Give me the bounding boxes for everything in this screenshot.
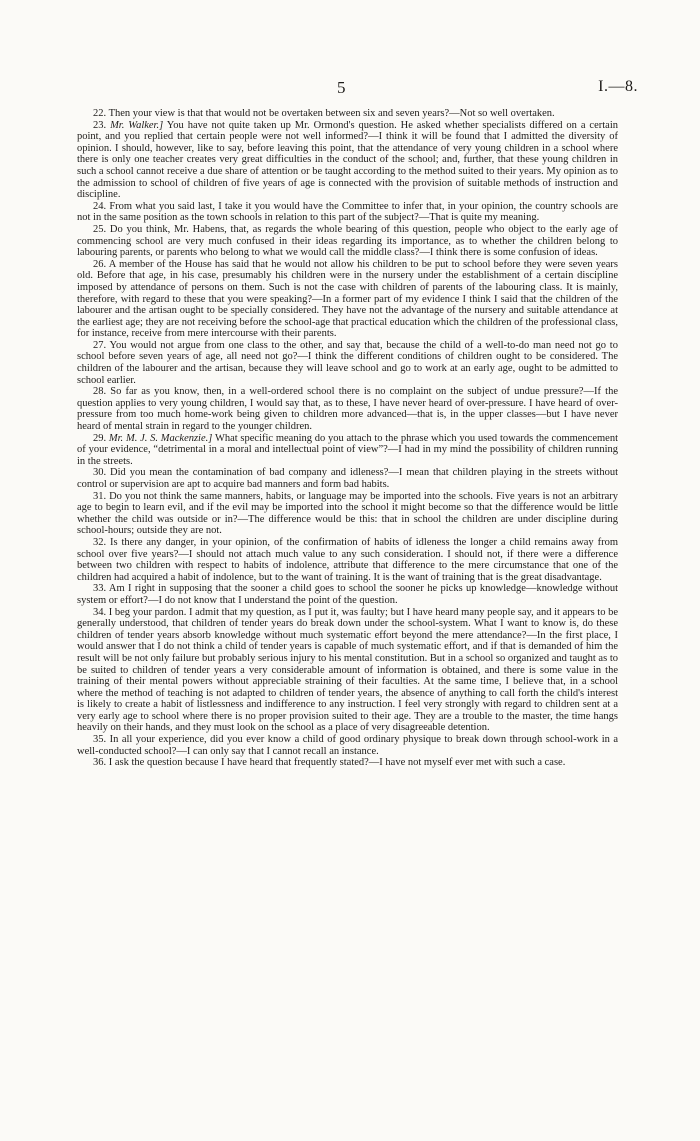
question-text: You would not argue from one class to the other, and say that, because the child of a well-to-do man need not go to school before seven years of age, all need not go?—I think the different conditions of children ought to be considered. The children of the labourer and the artisan, because they will leave school and go to work at an early age, ought to be admitted to school earlier. (77, 339, 618, 386)
question-number: 27. (93, 339, 107, 351)
question-text: You have not quite taken up Mr. Ormond's question. He asked whether specialists differed on a certain point, and you replied that certain people were not well informed?—I think it will be found that I admitted the diversity of opinion. I should, however, like to say, before leaving this point, that the attendance of very young children in a school where there is only one teacher creates very great difficulties in the conduct of the school; and, further, that these young children in such a school cannot receive a due share of attention or be taught according to the method suited to their years. My opinion as to the admission to school of children of five years of age is connected with the provision of suitable methods of instruction and discipline. (77, 119, 618, 201)
question-paragraph (77, 537, 618, 583)
question-number: 30. (93, 467, 107, 479)
question-number: 22. (93, 108, 107, 119)
page-number: 5 (337, 78, 346, 97)
question-paragraph (77, 386, 618, 432)
question-number: 26. (93, 258, 107, 270)
question-paragraph (77, 108, 618, 120)
question-paragraph (77, 734, 618, 757)
question-paragraph (77, 224, 618, 259)
question-number: 35. (93, 734, 107, 746)
question-paragraph (77, 433, 618, 468)
question-text: I ask the question because I have heard that frequently stated?—I have not myself ever met with such a case. (108, 757, 566, 769)
question-number: 23. (93, 119, 107, 131)
question-text: So far as you know, then, in a well-ordered school there is no complaint on the subject of undue pressure?—If the question applies to very young children, I would say that, as to these, I have never heard of over-pressure. I have heard of over-pressure from too much home-work being given to children more advanced—that is, in the upper classes—but I have never heard of mental strain in regard to the younger children. (77, 386, 618, 433)
question-paragraph (77, 340, 618, 386)
question-text: From what you said last, I take it you would have the Committee to infer that, in your opinion, the country schools are not in the same position as the town schools in relation to this part of the subject?—That is quite my meaning. (77, 200, 619, 224)
question-text: A member of the House has said that he would not allow his children to be put to school before they were seven years old. Before that age, in his case, presumably his children were in the nursery under the establishment of a certain discipline imposed by attendance of persons on them. Such is not the case with children of parents of the labouring class. It is mainly, therefore, with regard to these that you were speaking?—In a former part of my evidence I think I said that the children of the labourer and the artisan ought to be specially considered. They have not the advantage of the nursery and suitable attendance at the earliest age; they are not receiving before the school-age that practical education which the children of the professional class, for instance, receive from mere intercourse with their parents. (77, 258, 618, 340)
question-text: In all your experience, did you ever know a child of good ordinary physique to break down through school-work in a well-conducted school?—I can only say that I cannot recall an instance. (77, 734, 618, 757)
question-paragraph (77, 467, 618, 490)
question-text: Is there any danger, in your opinion, of the confirmation of habits of idleness the longer a child remains away from school over five years?—I should not attach much value to any such consideration. I should not, if there were a difference between two children with respect to habits of indolence, attribute that difference to the mere circumstance that one of the children had acquired a habit of indolence, but to the want of training. It is the want of training that is the great disadvantage. (77, 536, 618, 583)
question-text: Am I right in supposing that the sooner a child goes to school the sooner he picks up knowledge—knowledge without system or effort?—I do not know that I understand the point of the question. (77, 583, 618, 606)
speaker-name: Mr. M. J. S. Mackenzie.] (108, 432, 213, 444)
question-text: I beg your pardon. I admit that my question, as I put it, was faulty; but I have heard many people say, and it appears to be generally understood, that children of tender years do break down under the school-system. What I want to know is, do these children of tender years absorb knowledge without much systematic effort beyond the mere attendance?—In the first place, I would answer that I do not think a child of tender years is capable of much systematic effort, and if that is demanded of him the result will be not only failure but probably serious injury to his mental constitution. But in a school so organized and taught as to be suited to children of tender years a very considerable amount of information is obtained, and there is some value in the training of their mental powers without appreciable straining of their faculties. At the same time, I believe that, in a school where the method of teaching is not adapted to children of tender years, the absence of anything to call forth the child's interest is likely to create a habit of listlessness and indifference to any instruction. I feel very strongly with regard to children sent at a very early age to school where there is no proper provision suited to their age. They are a trouble to the master, the time hangs heavily on their hands, and they must look on the school as a place of very disagreeable detention. (77, 606, 619, 734)
question-number: 33. (93, 583, 107, 595)
question-text: Do you not think the same manners, habits, or language may be imported into the schools. Five years is not an arbitrary age to begin to learn evil, and if the evil may be imported into the school it might become so that the difference would be little whether the child was outside or in?—The difference would be this: that in school the children are under discipline during school-hours; outside they are not. (77, 490, 619, 537)
question-number: 31. (93, 490, 107, 502)
question-paragraph (77, 201, 618, 224)
question-number: 32. (93, 536, 107, 548)
question-text: Did you mean the contamination of bad company and idleness?—I mean that children playing in the streets without control or supervision are apt to acquire bad manners and form bad habits. (77, 467, 618, 490)
question-number: 28. (93, 386, 107, 398)
question-number: 29. (93, 432, 107, 444)
question-paragraph (77, 491, 618, 537)
question-text: What specific meaning do you attach to the phrase which you used towards the commencement of your evidence, “detrimental in a moral and intellectual point of view”?—I had in my mind the possibility of children running in the streets. (77, 432, 619, 467)
question-paragraph (77, 757, 618, 769)
question-number: 34. (93, 606, 107, 618)
question-number: 36. (93, 757, 107, 769)
question-paragraph (77, 259, 618, 340)
question-text: Then your view is that that would not be overtaken between six and seven years?—Not so well overtaken. (108, 108, 555, 119)
speaker-name: Mr. Walker.] (110, 119, 164, 131)
document-reference: I.—8. (598, 78, 638, 95)
question-paragraph (77, 607, 618, 735)
question-number: 24. (93, 200, 107, 212)
testimony-body (77, 108, 618, 769)
question-paragraph (77, 583, 618, 606)
question-paragraph (77, 120, 618, 201)
question-number: 25. (93, 223, 107, 235)
question-text: Do you think, Mr. Habens, that, as regards the whole bearing of this question, people who object to the early age of commencing school are very much confused in their ideas regarding its importance, as to whether the children belong to labouring parents, or parents who belong to what we would call the middle class?—I think there is some confusion of ideas. (77, 223, 619, 259)
